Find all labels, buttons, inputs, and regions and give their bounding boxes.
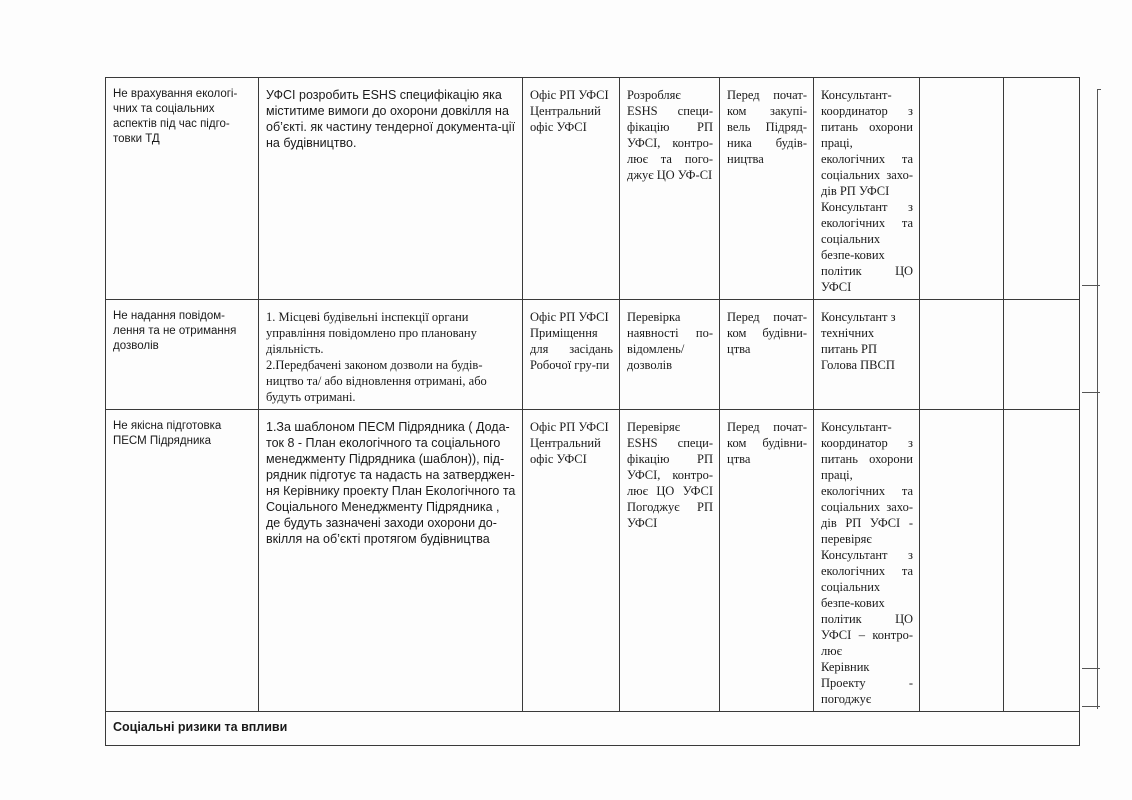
scan-edge-mark: [1082, 668, 1100, 669]
consultant-cell: [814, 78, 920, 300]
risk-mitigation-table: [105, 77, 1080, 746]
scan-edge-mark: [1097, 89, 1101, 90]
scan-edge-mark: [1082, 285, 1100, 286]
empty-cell: [920, 410, 1004, 712]
mitigation-cell: 1.За шаблоном ПЕСМ Підрядника ( Дода-ток 8 - План екологічного та соціального менеджменту Підрядника (шаблон)), під-рядник підготує та надасть на затверджен-ня Керівнику проекту План Екологічного та Соціального Менеджменту Підрядника , де будуть зазначені заходи охорони до-вкілля на об’єкті протягом будівництва: [259, 410, 523, 712]
responsible-line: Офіс РП УФСІ: [530, 88, 609, 102]
empty-cell: [1004, 78, 1080, 300]
scan-edge-mark: [1082, 392, 1100, 393]
mitigation-line: 1. Місцеві будівельні інспекції органи управління повідомлено про плановану діяльність.: [266, 310, 477, 356]
empty-cell: [1004, 410, 1080, 712]
consultant-line: Керівник Проекту - погоджує: [821, 660, 913, 706]
consultant-line: Консультант-координатор з питань охорони праці, екологічних та соціальних захо-дів РП УФСІ: [821, 88, 913, 198]
scan-edge-mark: [1097, 89, 1098, 709]
timing-cell: Перед почат-ком будівни-цтва: [720, 410, 814, 712]
risk-cell: Не якісна підготовка ПЕСМ Підрядника: [106, 410, 259, 712]
risk-cell: Не врахування екологі-чних та соціальних аспектів під час підго-товки ТД: [106, 78, 259, 300]
consultant-line: Консультант з екологічних та соціальних безпе-кових політик ЦО УФСІ: [821, 200, 913, 294]
timing-cell: Перед почат-ком будівни-цтва: [720, 300, 814, 410]
consultant-line: Консультант-координатор з питань охорони праці, екологічних та соціальних захо-дів РП УФСІ - перевіряє: [821, 420, 913, 546]
responsible-line: Офіс РП УФСІ: [530, 310, 609, 324]
responsible-line: Центральний офіс УФСІ: [530, 436, 601, 466]
table-row: [106, 300, 1080, 410]
consultant-cell: [814, 410, 920, 712]
responsible-line: Офіс РП УФСІ: [530, 420, 609, 434]
section-title: Соціальні ризики та впливи: [106, 712, 1080, 746]
action-cell: Розробляє ESHS специ-фікацію РП УФСІ, контро-лює та пого-джує ЦО УФ-СІ: [620, 78, 720, 300]
action-cell: Перевірка наявності по-відомлень/ дозволів: [620, 300, 720, 410]
timing-cell: Перед почат-ком закупі-вель Підряд-ника будів-ництва: [720, 78, 814, 300]
consultant-line: Консультант з екологічних та соціальних безпе-кових політик ЦО УФСІ – контро-лює: [821, 548, 913, 658]
responsible-line: Центральний офіс УФСІ: [530, 104, 601, 134]
responsible-cell: [523, 300, 620, 410]
mitigation-cell: [259, 300, 523, 410]
mitigation-line: 2.Передбачені законом дозволи на будів-ництво та/ або відновлення отримані, або будуть отримані.: [266, 358, 487, 404]
scan-edge-mark: [1082, 706, 1100, 707]
consultant-line: Голова ПВСП: [821, 358, 895, 372]
consultant-cell: [814, 300, 920, 410]
action-cell: Перевіряє ESHS специ-фікацію РП УФСІ, контро-лює ЦО УФСІ Погоджує РП УФСІ: [620, 410, 720, 712]
table-row: [106, 410, 1080, 712]
consultant-line: Консультант з технічних питань РП: [821, 310, 896, 356]
responsible-cell: [523, 78, 620, 300]
mitigation-cell: УФСІ розробить ESHS специфікацію яка міститиме вимоги до охорони довкілля на об’єкті. як частину тендерної документа-ції на будівництво.: [259, 78, 523, 300]
section-row: [106, 712, 1080, 746]
empty-cell: [1004, 300, 1080, 410]
responsible-line: Приміщення для засідань Робочої гру-пи: [530, 326, 613, 372]
empty-cell: [920, 300, 1004, 410]
table-row: [106, 78, 1080, 300]
responsible-cell: [523, 410, 620, 712]
risk-cell: Не надання повідом-лення та не отримання дозволів: [106, 300, 259, 410]
empty-cell: [920, 78, 1004, 300]
